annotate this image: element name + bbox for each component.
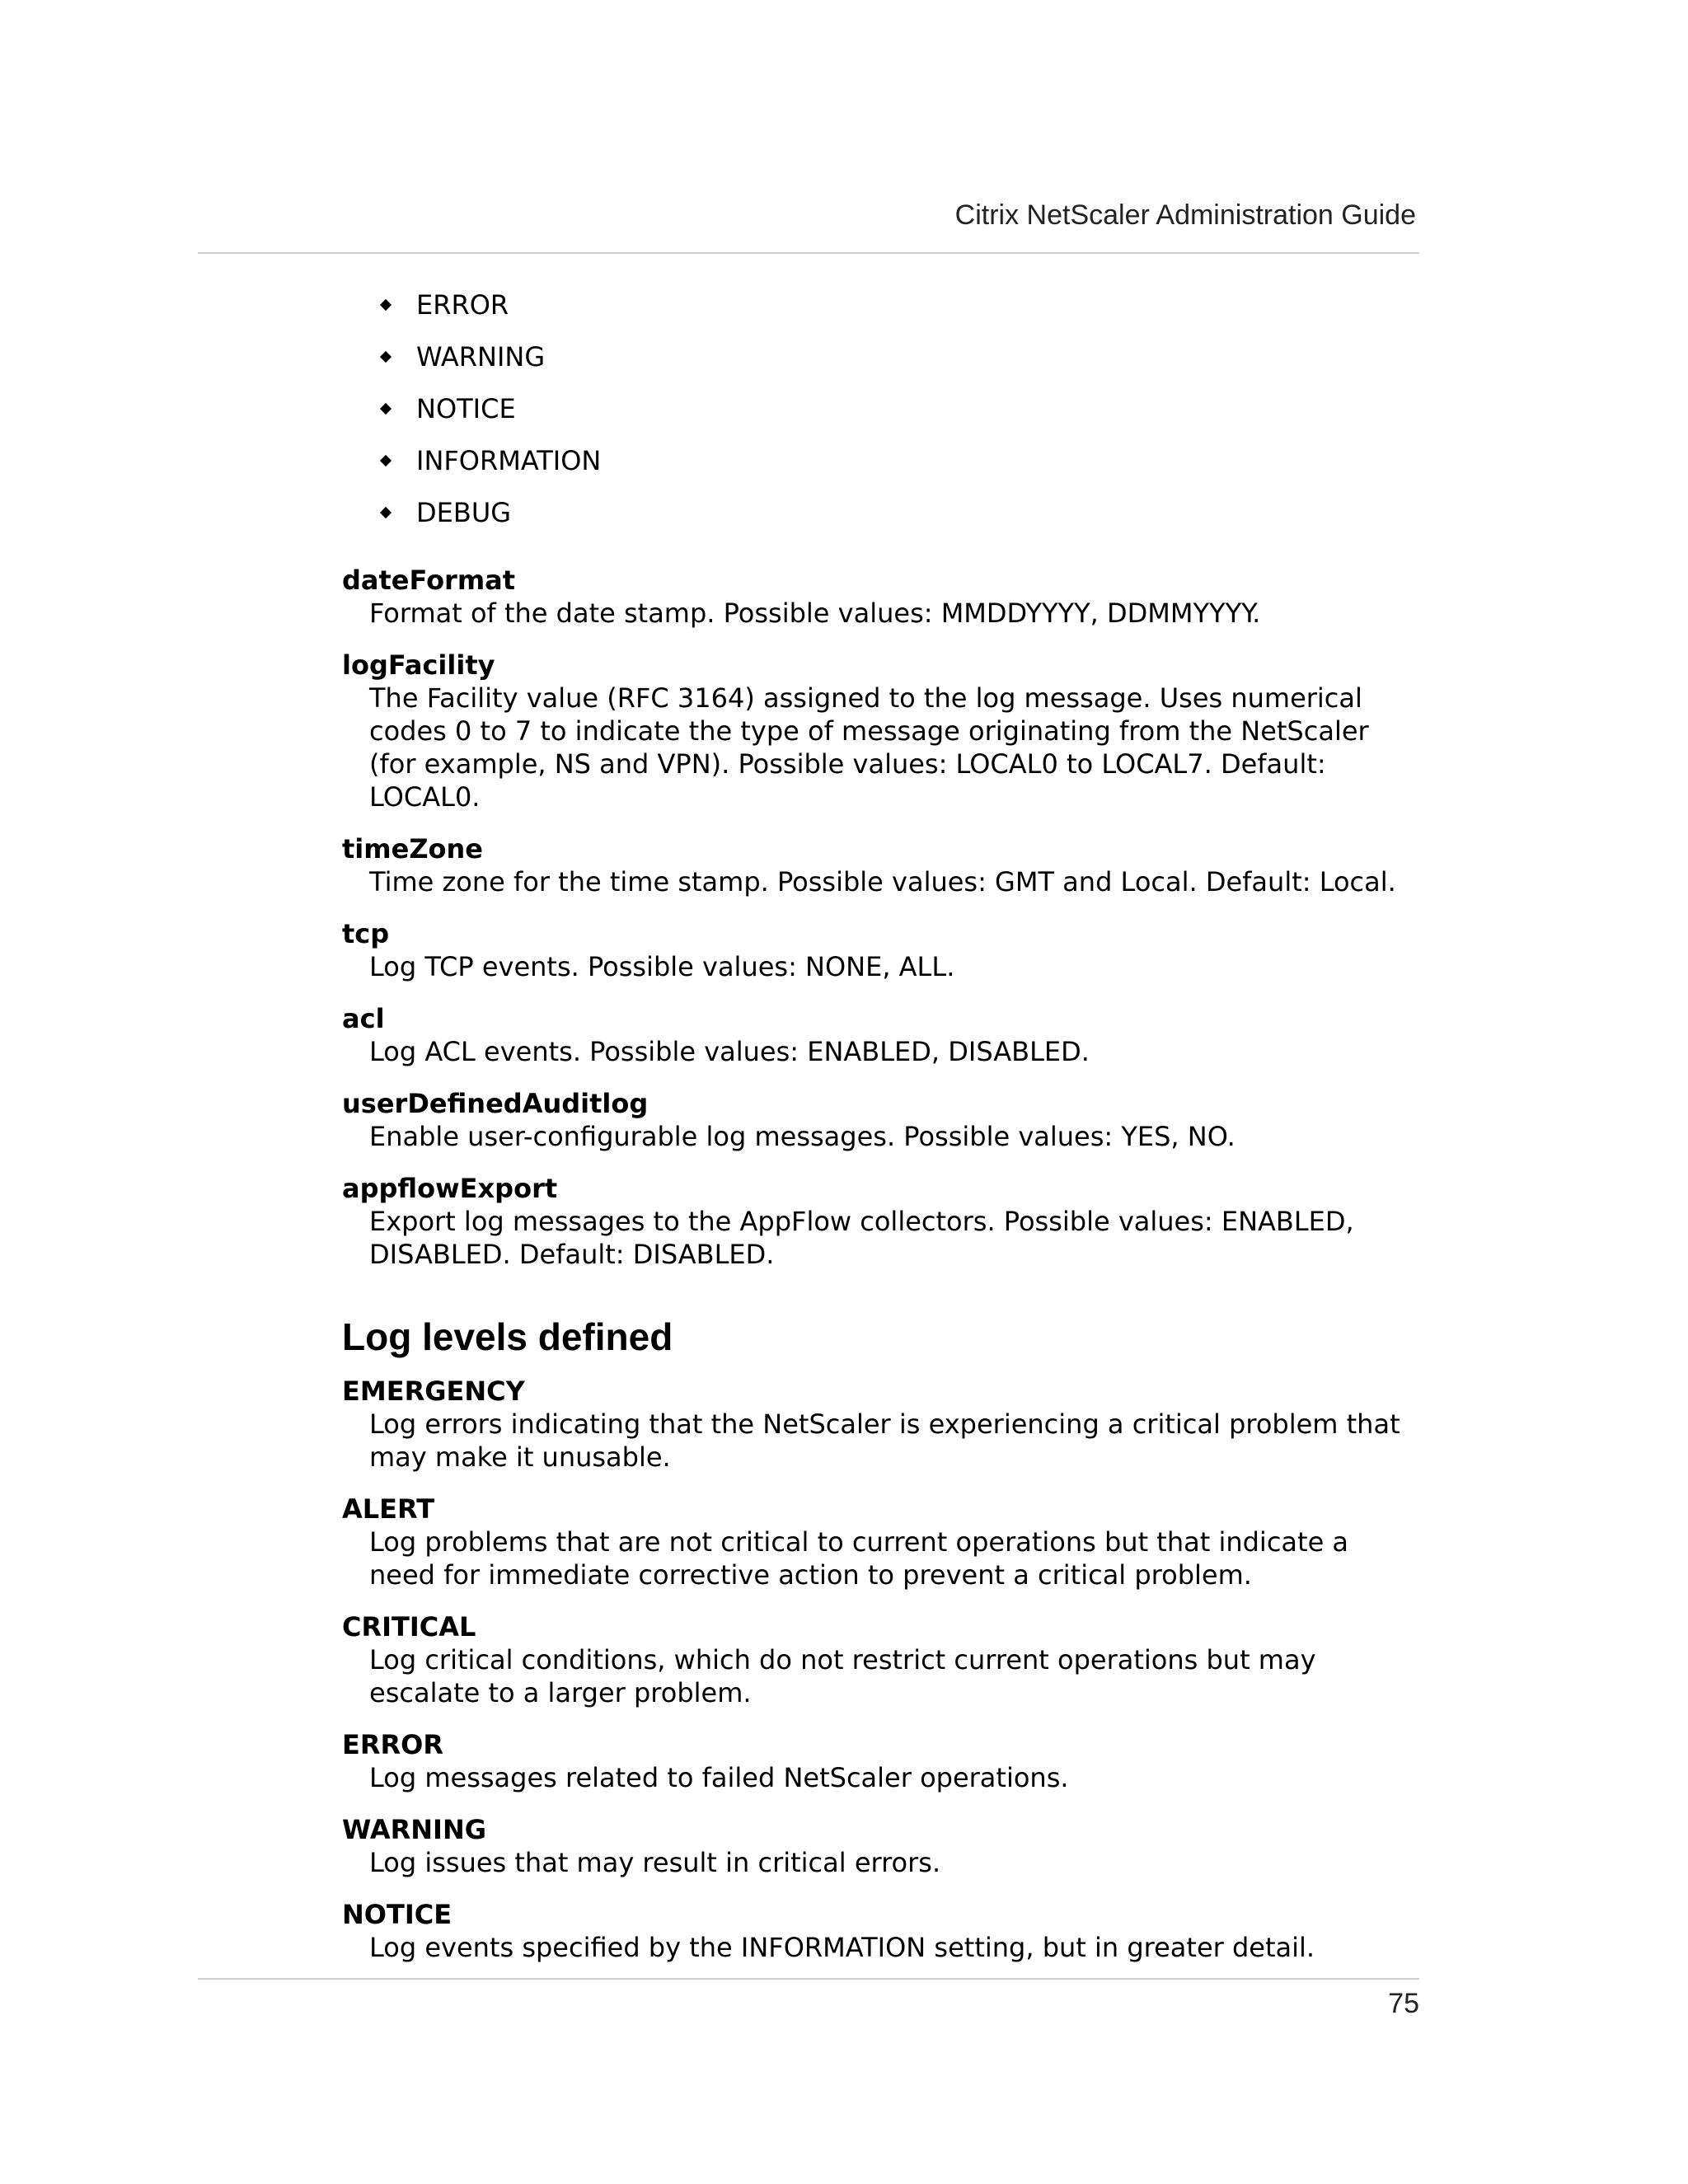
log-level-term: CRITICAL [342,1611,476,1643]
parameter-term: appflowExport [342,1173,558,1204]
parameter-description: The Facility value (RFC 3164) assigned to the log message. Uses numerical codes 0 to 7 to indicate the type of message originating from the NetScaler (for example, NS and VPN). Possible values: LOCAL0 to LOCAL7. Default: LOCAL0. [369,682,1369,813]
parameter-entry-userdefinedauditlog [342,1087,1422,1153]
log-level-term: ERROR [342,1729,443,1760]
list-item-text: NOTICE [416,393,516,424]
log-level-description: Log issues that may result in critical errors. [369,1847,941,1878]
list-item [375,288,1422,321]
log-level-definitions [342,1375,1422,1964]
diamond-bullet-icon [380,455,392,466]
parameter-description: Log ACL events. Possible values: ENABLED, DISABLED. [369,1036,1090,1067]
log-level-entry-critical [342,1610,1422,1709]
log-level-entry-warning [342,1813,1422,1879]
parameter-entry-dateformat [342,564,1422,630]
log-level-description: Log messages related to failed NetScaler operations. [369,1762,1069,1793]
page-body [342,288,1422,1983]
log-level-options-list [342,288,1422,529]
parameter-term: tcp [342,918,390,949]
log-level-description: Log problems that are not critical to current operations but that indicate a need for immediate corrective action to prevent a critical problem. [369,1526,1349,1591]
log-level-description: Log errors indicating that the NetScaler is experiencing a critical problem that may make it unusable. [369,1408,1400,1473]
list-item [375,392,1422,425]
parameter-description: Time zone for the time stamp. Possible values: GMT and Local. Default: Local. [369,866,1396,898]
page-number: 75 [1388,1988,1419,2019]
list-item-text: DEBUG [416,497,512,528]
footer-divider [198,1978,1419,1980]
log-level-term: EMERGENCY [342,1376,525,1407]
parameter-description: Format of the date stamp. Possible values: MMDDYYYY, DDMMYYYY. [369,598,1261,629]
log-level-entry-alert [342,1493,1422,1591]
parameter-description: Log TCP events. Possible values: NONE, ALL. [369,951,955,982]
parameter-entry-timezone [342,832,1422,898]
parameter-entry-acl [342,1002,1422,1068]
parameter-term: acl [342,1003,385,1034]
parameter-description: Enable user-configurable log messages. Possible values: YES, NO. [369,1121,1236,1152]
running-header-title: Citrix NetScaler Administration Guide [954,199,1416,231]
parameter-term: timeZone [342,833,483,865]
list-item [375,340,1422,373]
log-level-description: Log critical conditions, which do not restrict current operations but may escalate to a larger problem. [369,1644,1316,1708]
diamond-bullet-icon [380,507,392,518]
log-level-entry-error [342,1728,1422,1794]
parameter-description: Export log messages to the AppFlow collectors. Possible values: ENABLED, DISABLED. Default: DISABLED. [369,1206,1354,1270]
parameter-term: logFacility [342,649,495,681]
log-level-entry-notice [342,1898,1422,1964]
parameter-definitions [342,564,1422,1271]
parameter-entry-tcp [342,917,1422,983]
parameter-entry-appflowexport [342,1172,1422,1271]
diamond-bullet-icon [380,403,392,415]
parameter-entry-logfacility [342,649,1422,813]
parameter-term: userDefinedAuditlog [342,1088,649,1119]
log-level-term: NOTICE [342,1899,452,1930]
parameter-term: dateFormat [342,565,516,596]
log-level-description: Log events specified by the INFORMATION setting, but in greater detail. [369,1932,1315,1963]
list-item-text: INFORMATION [416,445,602,476]
section-heading: Log levels defined [342,1315,673,1358]
log-level-term: ALERT [342,1493,435,1525]
header-divider [198,252,1419,254]
list-item-text: WARNING [416,341,546,373]
list-item-text: ERROR [416,289,509,321]
diamond-bullet-icon [380,351,392,363]
log-level-term: WARNING [342,1814,486,1845]
list-item [375,444,1422,477]
list-item [375,496,1422,529]
diamond-bullet-icon [380,299,392,311]
log-level-entry-emergency [342,1375,1422,1474]
